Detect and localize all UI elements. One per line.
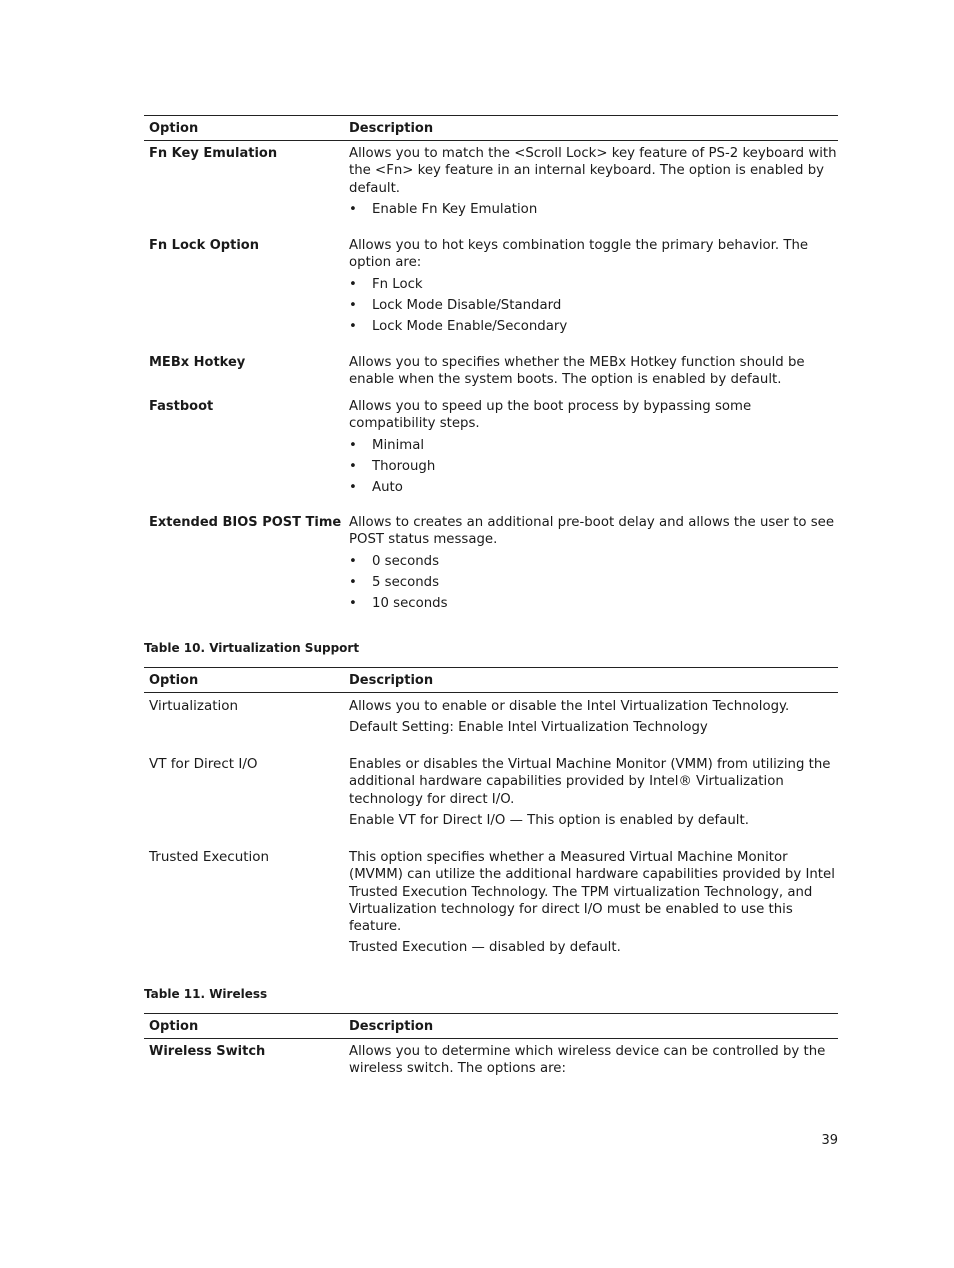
list-item-label: Minimal [372,437,425,453]
table-row [144,145,838,222]
list-item [349,201,838,222]
bullet-icon: • [349,595,357,611]
header-option: Option [149,1018,199,1034]
option-description [349,698,838,741]
header-description: Description [349,120,434,136]
list-item [349,595,838,616]
table-header [144,115,838,141]
bullet-icon: • [349,479,357,495]
table-header [144,1013,838,1039]
table-row [144,1043,838,1082]
option-name: Fn Key Emulation [149,146,278,161]
option-list [349,276,838,339]
option-name: Trusted Execution [149,849,270,865]
table-row [144,698,838,741]
option-description [349,237,838,339]
option-description [349,514,838,616]
list-item [349,479,838,500]
bullet-icon: • [349,297,357,313]
option-name: Fastboot [149,399,214,414]
table-row [144,354,838,393]
bios-options-table [144,115,838,141]
list-item [349,458,838,479]
description-text: Allows you to speed up the boot process by bypassing some compatibility steps. [349,399,752,432]
page-number: 39 [821,1133,838,1148]
list-item-label: Auto [372,479,403,495]
option-description [349,756,838,833]
table-row [144,756,838,833]
bullet-icon: • [349,437,357,453]
description-text: Enable VT for Direct I/O — This option is enabled by default. [349,812,749,828]
bullet-icon: • [349,574,357,590]
option-name: Wireless Switch [149,1044,266,1059]
bullet-icon: • [349,201,357,217]
option-description [349,1043,838,1082]
description-text: Enables or disables the Virtual Machine Monitor (VMM) from utilizing the additional hardware capabilities provided by Intel® Virtualization technology for direct I/O. [349,757,831,807]
table-row [144,398,838,500]
list-item-label: 5 seconds [372,574,440,590]
table-caption: Table 10. Virtualization Support [144,641,360,655]
list-item-label: 0 seconds [372,553,440,569]
table-header [144,667,838,693]
bullet-icon: • [349,276,357,292]
table-row [144,237,838,339]
description-text: Allows you to specifies whether the MEBx Hotkey function should be enable when the system boots. The option is enabled by default. [349,355,805,388]
description-text: Allows you to match the <Scroll Lock> key feature of PS-2 keyboard with the <Fn> key feature in an internal keyboard. The option is enabled by default. [349,146,837,196]
option-name: Virtualization [149,698,239,714]
list-item [349,553,838,574]
header-option: Option [149,120,199,136]
option-list [349,553,838,616]
list-item-label: Lock Mode Enable/Secondary [372,318,568,334]
description-text: Default Setting: Enable Intel Virtualization Technology [349,720,708,736]
header-description: Description [349,672,434,688]
table-row [144,514,838,616]
description-text: Allows you to hot keys combination toggle the primary behavior. The option are: [349,238,809,271]
option-name: Fn Lock Option [149,238,259,253]
list-item-label: 10 seconds [372,595,448,611]
bullet-icon: • [349,318,357,334]
list-item-label: Lock Mode Disable/Standard [372,297,562,313]
option-name: VT for Direct I/O [149,756,258,772]
wireless-table [144,1013,838,1039]
description-text: Allows you to determine which wireless device can be controlled by the wireless switch. The options are: [349,1044,826,1077]
list-item [349,276,838,297]
header-description: Description [349,1018,434,1034]
option-list [349,201,838,222]
list-item [349,297,838,318]
description-text: Allows to creates an additional pre-boot delay and allows the user to see POST status message. [349,515,835,548]
list-item [349,318,838,339]
list-item-label: Enable Fn Key Emulation [372,201,538,217]
description-text: Allows you to enable or disable the Intel Virtualization Technology. [349,699,790,714]
option-description [349,145,838,222]
description-text: Trusted Execution — disabled by default. [349,940,621,956]
option-name: MEBx Hotkey [149,355,246,370]
list-item-label: Thorough [372,458,436,474]
bullet-icon: • [349,458,357,474]
header-option: Option [149,672,199,688]
list-item-label: Fn Lock [372,276,423,292]
table-row [144,849,838,961]
option-description [349,354,838,393]
table-caption: Table 11. Wireless [144,987,268,1001]
option-description [349,849,838,961]
option-description [349,398,838,500]
list-item [349,437,838,458]
bullet-icon: • [349,553,357,569]
virtualization-table [144,667,838,693]
option-list [349,437,838,500]
description-text: This option specifies whether a Measured Virtual Machine Monitor (MVMM) can utilize the additional hardware capabilities provided by Intel Trusted Execution Technology. The TPM virtualization Technology, and Virtualization technology for direct I/O must be enabled to use this feature. [349,850,835,935]
list-item [349,574,838,595]
option-name: Extended BIOS POST Time [149,515,342,530]
